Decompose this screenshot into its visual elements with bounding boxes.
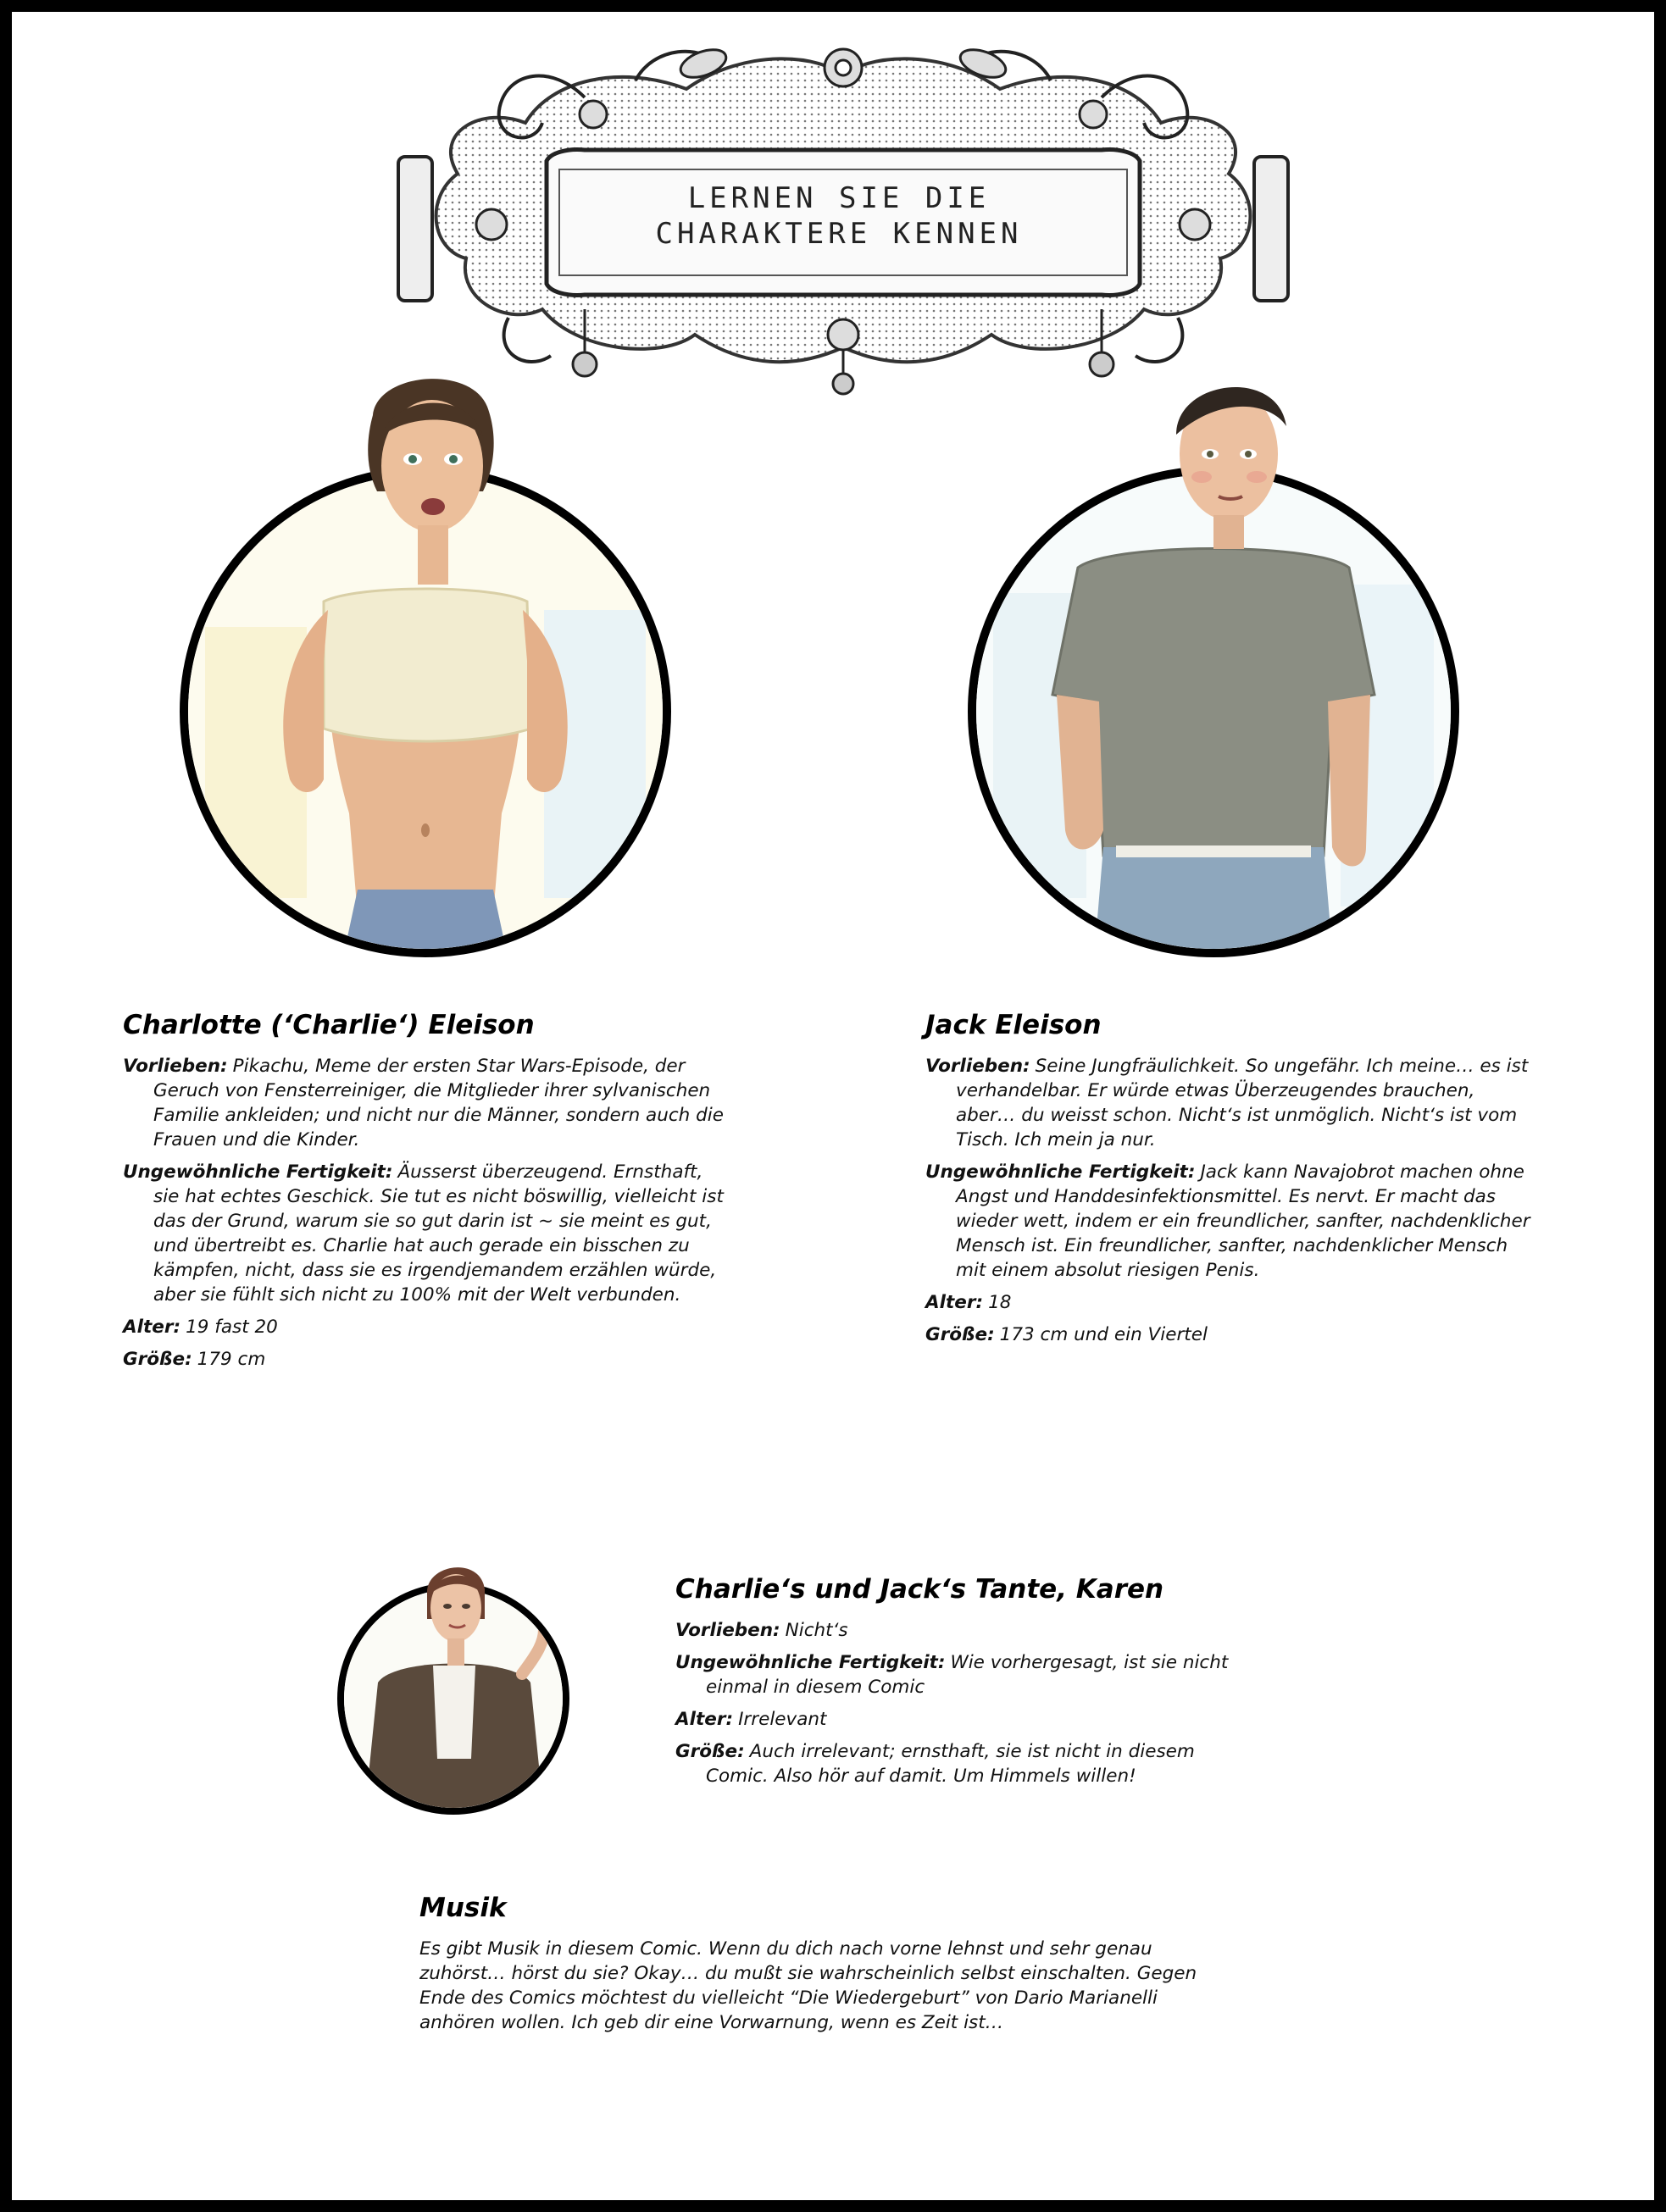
age-entry bbox=[123, 1315, 733, 1339]
likes-label: Vorlieben: bbox=[123, 1056, 228, 1077]
likes-entry bbox=[123, 1054, 733, 1152]
page-title bbox=[542, 161, 1136, 271]
character-name: Jack Eleison bbox=[925, 1010, 1102, 1040]
age-value: Irrelevant bbox=[738, 1709, 827, 1730]
karen-head-figure bbox=[417, 1555, 493, 1666]
charlie-head-figure bbox=[343, 356, 513, 635]
height-entry bbox=[123, 1347, 733, 1372]
character-name: Charlie‘s und Jack‘s Tante, Karen bbox=[675, 1574, 1164, 1605]
skill-value: Wie vorhergesagt, ist sie nicht einmal in diesem Comic bbox=[706, 1652, 1229, 1698]
height-entry bbox=[675, 1739, 1252, 1788]
likes-value: Nicht‘s bbox=[785, 1620, 848, 1641]
age-value: 19 fast 20 bbox=[186, 1317, 278, 1338]
title-line-2: CHARAKTERE KENNEN bbox=[655, 217, 1023, 251]
likes-label: Vorlieben: bbox=[675, 1620, 780, 1641]
height-label: Größe: bbox=[925, 1324, 995, 1345]
height-entry bbox=[925, 1322, 1535, 1347]
skill-label: Ungewöhnliche Fertigkeit: bbox=[925, 1161, 1196, 1183]
skill-entry bbox=[925, 1160, 1535, 1283]
skill-entry bbox=[675, 1650, 1252, 1699]
likes-label: Vorlieben: bbox=[925, 1056, 1030, 1077]
character-name: Charlotte (‘Charlie‘) Eleison bbox=[123, 1010, 535, 1040]
age-entry bbox=[925, 1290, 1535, 1315]
height-label: Größe: bbox=[123, 1349, 192, 1370]
jack-head-figure bbox=[1151, 354, 1303, 549]
likes-value: Seine Jungfräulichkeit. So ungefähr. Ich meine… es ist verhandelbar. Er würde etwas Überzeugendes brauchen, aber… du weisst schon. Nicht‘s ist unmöglich. Nicht‘s ist vom Tisch. Ich mein ja nur. bbox=[956, 1056, 1529, 1150]
skill-label: Ungewöhnliche Fertigkeit: bbox=[675, 1652, 946, 1673]
age-entry bbox=[675, 1707, 1252, 1732]
music-title: Musik bbox=[419, 1893, 507, 1923]
music-section bbox=[419, 1893, 1199, 2035]
music-text: Es gibt Musik in diesem Comic. Wenn du dich nach vorne lehnst und sehr genau zuhörst… hörst du sie? Okay… du mußt sie wahrscheinlich selbst einschalten. Gegen Ende des Comics möchtest du vielleicht “Die Wiedergeburt” von Dario Marianelli anhören wollen. Ich geb dir eine Vorwarnung, wenn es Zeit ist… bbox=[419, 1938, 1197, 2033]
skill-value: Äusserst überzeugend. Ernsthaft, sie hat echtes Geschick. Sie tut es nicht böswillig, vielleicht ist das der Grund, warum sie so gut darin ist ~ sie meint es gut, und übertreibt es. Charlie hat auch gerade ein bisschen zu kämpfen, nicht, dass sie es irgendjemandem erzählen würde, aber sie fühlt sich nicht zu 100% mit der Welt verbunden. bbox=[153, 1161, 724, 1306]
age-label: Alter: bbox=[925, 1292, 984, 1313]
age-label: Alter: bbox=[123, 1317, 181, 1338]
skill-value: Jack kann Navajobrot machen ohne Angst und Handdesinfektionsmittel. Es nervt. Er macht das wieder wett, indem er ein freundlicher, sanfter, nachdenklicher Mensch ist. Ein freundlicher, sanfter, nachdenklicher Mensch mit einem absolut riesigen Penis. bbox=[956, 1161, 1530, 1281]
likes-entry bbox=[675, 1618, 1252, 1643]
likes-value: Pikachu, Meme der ersten Star Wars-Episode, der Geruch von Fensterreiniger, die Mitglieder ihrer sylvanischen Familie ankleiden; und nicht nur die Männer, sondern auch die Frauen und die Kinder. bbox=[153, 1056, 724, 1150]
height-label: Größe: bbox=[675, 1741, 745, 1762]
height-value: 179 cm bbox=[197, 1349, 266, 1370]
age-label: Alter: bbox=[675, 1709, 734, 1730]
height-value: 173 cm und ein Viertel bbox=[999, 1324, 1208, 1345]
age-value: 18 bbox=[988, 1292, 1012, 1313]
height-value: Auch irrelevant; ernsthaft, sie ist nicht in diesem Comic. Also hör auf damit. Um Himmels willen! bbox=[706, 1741, 1195, 1787]
skill-label: Ungewöhnliche Fertigkeit: bbox=[123, 1161, 393, 1183]
likes-entry bbox=[925, 1054, 1535, 1152]
character-charlie bbox=[123, 1010, 733, 1379]
character-karen bbox=[675, 1574, 1252, 1796]
skill-entry bbox=[123, 1160, 733, 1307]
title-line-1: LERNEN SIE DIE bbox=[687, 181, 991, 215]
character-jack bbox=[925, 1010, 1535, 1355]
